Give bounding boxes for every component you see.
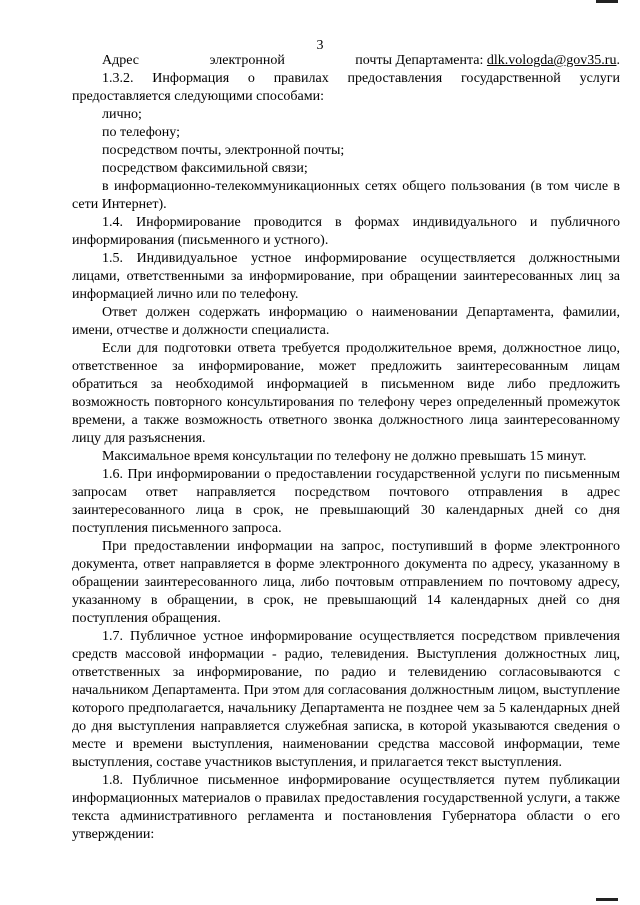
- page-number: 3: [316, 38, 324, 53]
- paragraph-1-5: 1.5. Индивидуальное устное информирование осуществляется должностными лицами, ответственными за информирование, при обращении заинтересованных лиц за информацией лично или по телефону.: [72, 251, 620, 302]
- paragraph-1-3-2: 1.3.2. Информация о правилах предоставления государственной услуги предоставляется следующими способами:: [72, 71, 620, 104]
- paragraph-1-6: 1.6. При информировании о предоставлении государственной услуги по письменным запросам ответ направляется посредством почтового отправления в адрес заинтересованного лица в срок, не превышающий 30 календарных дней со дня поступления письменного запроса.: [72, 467, 620, 536]
- scan-mark-top: [596, 0, 618, 3]
- list-item-internet: в информационно-телекоммуникационных сетях общего пользования (в том числе в сети Интернет).: [72, 179, 620, 212]
- document-body: [72, 52, 620, 844]
- email-line-word-3: [355, 52, 620, 70]
- list-item-in-person: лично;: [102, 107, 142, 122]
- email-line-end: .: [616, 53, 620, 68]
- paragraph-1-4: 1.4. Информирование проводится в формах индивидуального и публичного информирования (письменного и устного).: [72, 215, 620, 248]
- email-line-word-1: Адрес: [102, 53, 140, 68]
- list-item-mail: посредством почты, электронной почты;: [102, 143, 345, 158]
- paragraph-1-8: 1.8. Публичное письменное информирование осуществляется путем публикации информационных материалов о правилах предоставления государственной услуги, а также текста административного регламента и постановления Губернатора области о его утверждении:: [72, 773, 620, 842]
- paragraph-answer-content: Ответ должен содержать информацию о наименовании Департамента, фамилии, имени, отчестве и должности специалиста.: [72, 305, 620, 338]
- list-item-phone: по телефону;: [102, 125, 180, 140]
- email-line-label: почты Департамента:: [355, 53, 484, 68]
- email-link[interactable]: dlk.vologda@gov35.ru: [486, 53, 617, 68]
- scan-mark-bottom: [596, 898, 618, 901]
- paragraph-1-7: 1.7. Публичное устное информирование осуществляется посредством привлечения средств массовой информации - радио, телевидения. Выступления должностных лиц, ответственных за информирование, по радио и телевидению согласовываются с начальником Департамента. При этом для согласования должностным лицом, выступление которого предполагается, начальнику Департамента не позднее чем за 5 календарных дней до дня выступления направляется служебная записка, в которой указываются сведения о месте и времени выступления, наименовании средства массовой информации, теме выступления, составе участников выступления, и прилагается текст выступления.: [72, 629, 620, 770]
- paragraph-long-answer: Если для подготовки ответа требуется продолжительное время, должностное лицо, ответственное за информирование, может предложить заинтересованным лицам обратиться за необходимой информацией в письменном виде либо предложить возможность повторного консультирования по телефону через определенный промежуток времени, а также возможность ответного звонка должностного лица заинтересованному лицу для разъяснения.: [72, 341, 620, 446]
- paragraph-max-time: Максимальное время консультации по телефону не должно превышать 15 минут.: [102, 449, 587, 464]
- email-line: [72, 52, 620, 70]
- list-item-fax: посредством факсимильной связи;: [102, 161, 308, 176]
- email-line-word-2: электронной: [209, 53, 285, 68]
- paragraph-electronic-request: При предоставлении информации на запрос, поступивший в форме электронного документа, ответ направляется в форме электронного документа по адресу, указанному в обращении заинтересованного лица, либо почтовым отправлением по почтовому адресу, указанному в обращении, в срок, не превышающий 14 календарных дней со дня поступления обращения.: [72, 539, 620, 626]
